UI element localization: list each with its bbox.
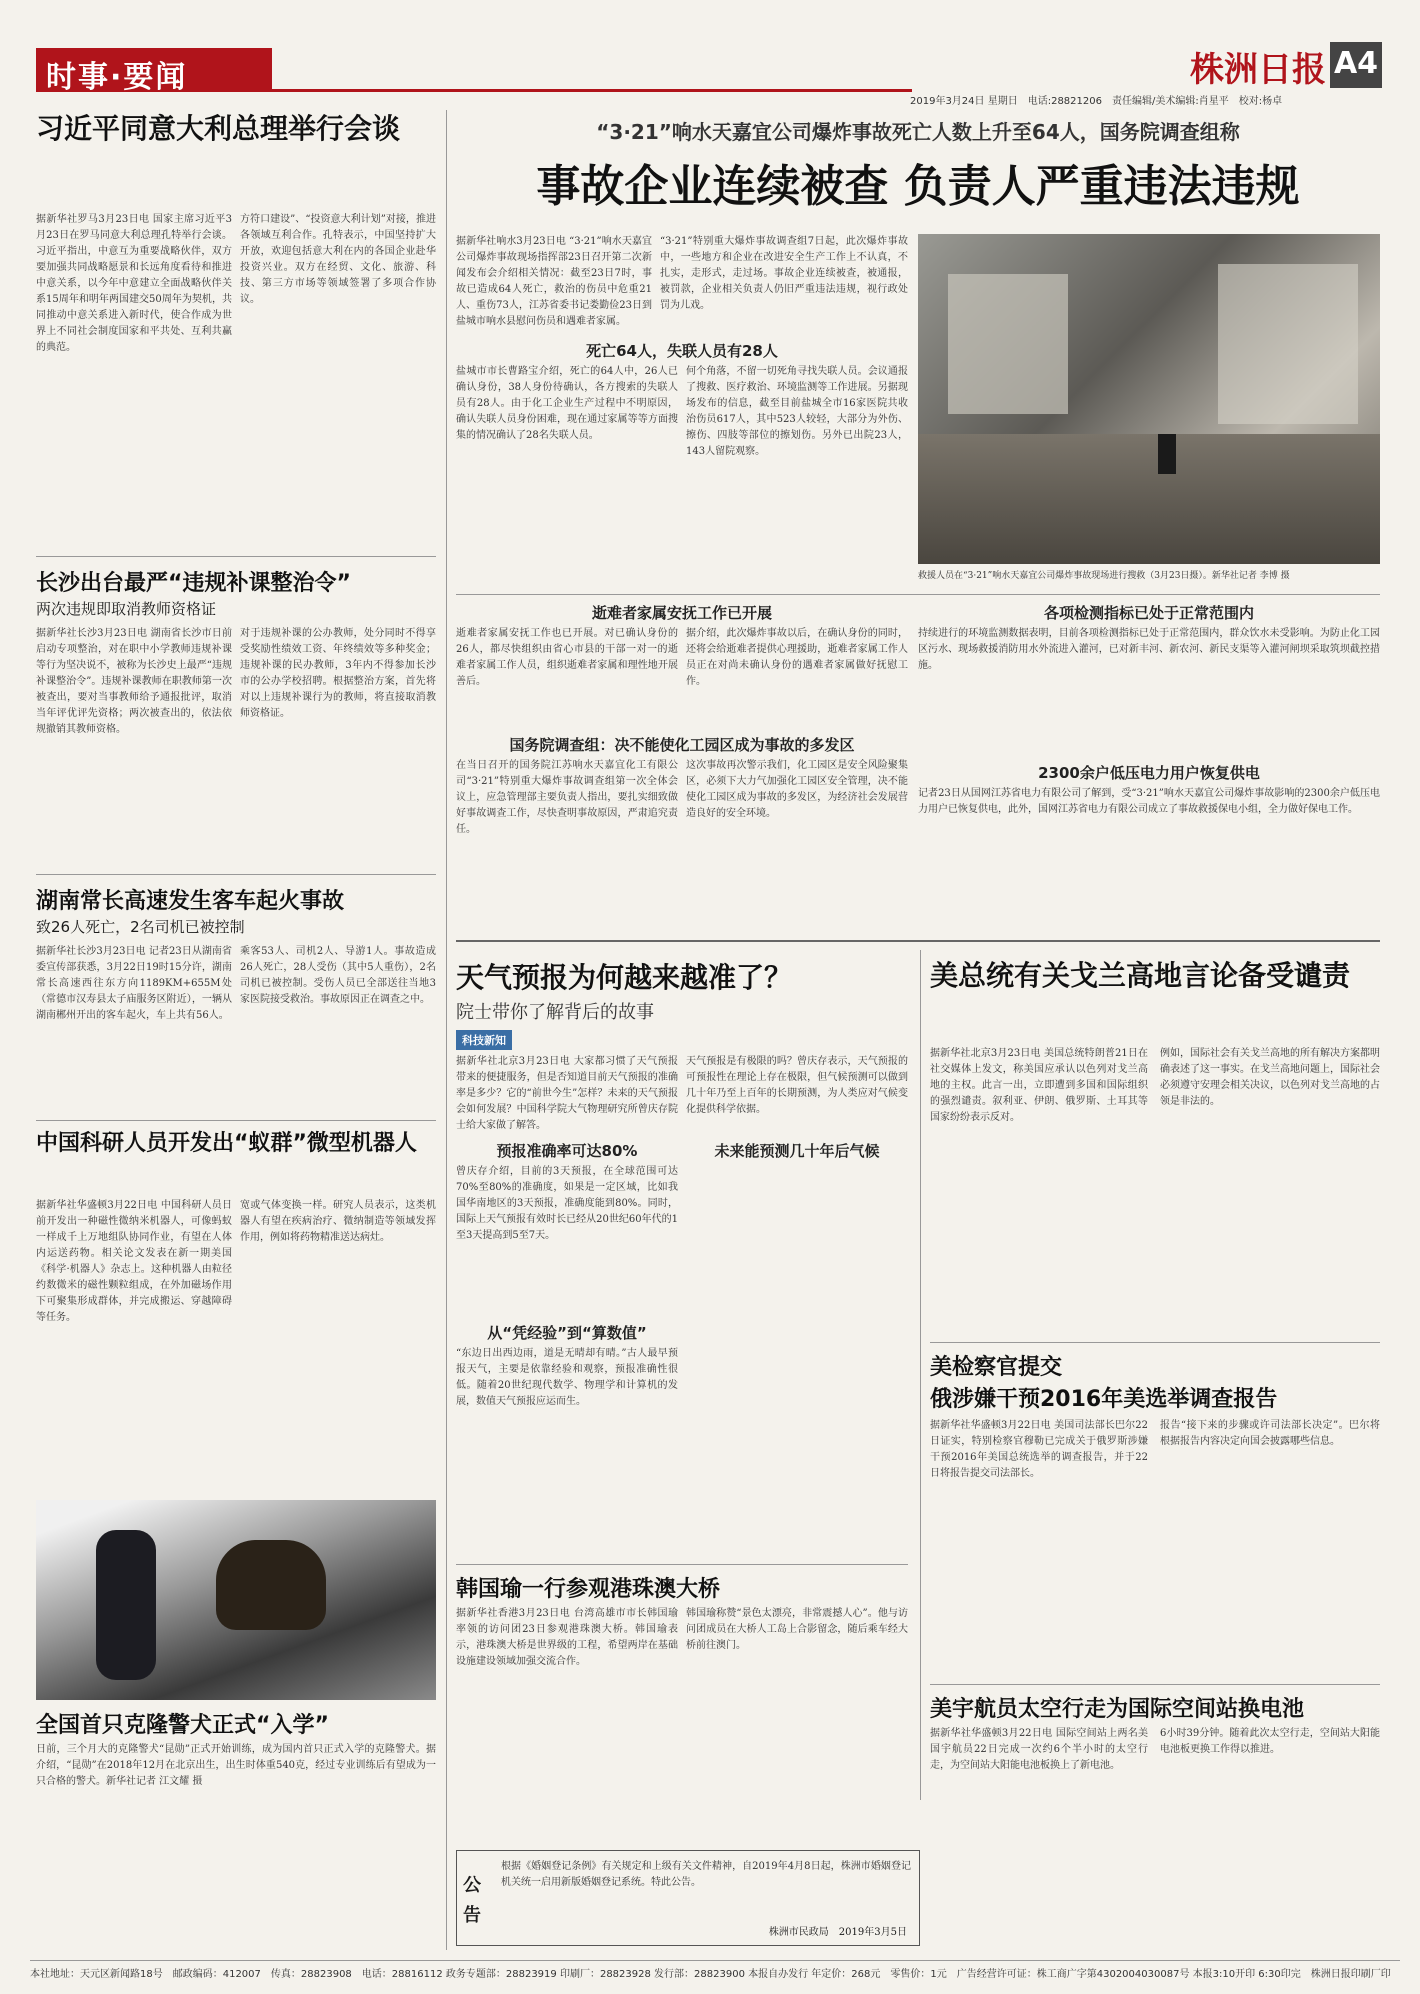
handler-leg [96, 1530, 156, 1680]
masthead: 株洲日报 [1190, 50, 1326, 90]
notice-signature: 株洲市民政局 2019年3月5日 [768, 1927, 907, 1938]
changsha-title: 长沙出台最严“违规补课整治令” [36, 571, 351, 596]
korea-title: 韩国瑜一行参观港珠澳大桥 [456, 1577, 721, 1602]
xi-title: 习近平同意大利总理举行会谈 [36, 112, 401, 145]
section-label: 时事·要闻 [36, 48, 272, 92]
probe-title: 美检察官提交 [930, 1355, 1063, 1380]
header-info: 2019年3月24日 星期日 电话:28821206 责任编辑/美术编辑:肖星平 校对:杨卓 [910, 96, 1283, 107]
lead-body-1: 据新华社响水3月23日电 “3·21”响水天嘉宜公司爆炸事故现场指挥部23日召开第二次新闻发布会介绍相关情况：截至23日7时，事故已造成64人死亡，救治的伤员中危重21人、重伤73人，江苏省委书记娄勤俭23日到盐城市响水县慰问伤员和遇难者家属。 [456, 236, 652, 327]
lead-body-8: 在当日召开的国务院江苏响水天嘉宜化工有限公司“3·21”特别重大爆炸事故调查组第一次全体会议上，应急管理部主要负责人指出，要扎实细致做好事故调查工作，尽快查明事故原因，严肃追究责任。 [456, 760, 678, 835]
rescuer-figure [1158, 434, 1176, 474]
robot-title: 中国科研人员开发出“蚁群”微型机器人 [36, 1131, 417, 1156]
weather-subtitle: 院士带你了解背后的故事 [456, 1002, 654, 1023]
section-rule [272, 89, 912, 92]
lead-sub-3: 各项检测指标已处于正常范围内 [1043, 604, 1254, 622]
weather-body-2: 曾庆存介绍，目前的3天预报，在全球范围可达70%至80%的准确度，如果是一定区域，比如我国华南地区的3天预报，准确度能到80%。同时，国际上天气预报有效时长已经从20世纪60年代的1至3天提高到5至7天。 [456, 1166, 678, 1241]
lead-body-7: 持续进行的环境监测数据表明，目前各项检测指标已处于正常范围内，群众饮水未受影响。为防止化工园区污水、现场救援消防用水外流进入灌河，已对新丰河、新农河、新民支渠等入灌河闸坝采取筑坝截控措施。 [918, 628, 1380, 671]
probe-body: 据新华社华盛顿3月22日电 美国司法部长巴尔22日证实，特别检察官穆勒已完成关于俄罗斯涉嫌干预2016年美国总统选举的调查报告，并于22日将报告提交司法部长。 [930, 1420, 1148, 1479]
notice-label: 公告 [463, 1875, 481, 1926]
photo-caption: 救援人员在“3·21”响水天嘉宜公司爆炸事故现场进行搜救（3月23日摄）。新华社记者 李博 摄 [918, 571, 1290, 581]
lead-sub-2: 逝难者家属安抚工作已开展 [591, 604, 772, 622]
lead-body-9: 这次事故再次警示我们，化工园区是安全风险聚集区，必须下大力气加强化工园区安全管理，决不能使化工园区成为事故的多发区，为经济社会发展营造良好的安全环境。 [686, 760, 908, 819]
hunan-body-2: 乘客53人、司机2人、导游1人。事故造成26人死亡，28人受伤（其中5人重伤），2名司机已被控制。受伤人员已全部送往当地3家医院接受救治。事故原因正在调查之中。 [240, 946, 436, 1005]
lead-body-10: 记者23日从国网江苏省电力有限公司了解到，受“3·21”响水天嘉宜公司爆炸事故影响的2300余户低压电力用户已恢复供电，此外，国网江苏省电力有限公司成立了事故救援保电小组，全力做好保电工作。 [918, 788, 1380, 815]
changsha-subtitle: 两次违规即取消教师资格证 [36, 600, 217, 618]
hunan-body: 据新华社长沙3月23日电 记者23日从湖南省委宣传部获悉，3月22日19时15分许，湖南常长高速西往东方向1189KM+655M处（常德市汉寿县太子庙服务区附近），一辆从湖南郴州开出的客车起火，车上共有56人。 [36, 946, 232, 1021]
weather-body-4: 天气预报是有极限的吗？曾庆存表示，天气预报的可预报性在理论上存在极限，但气候预测可以做到几十年乃至上百年的长期预测，为人类应对气候变化提供科学依据。 [686, 1056, 908, 1115]
lead-body-3: 盐城市市长曹路宝介绍，死亡的64人中，26人已确认身份，38人身份待确认，各方搜索的失联人员有28人。由于化工企业生产过程中不明原因，确认失联人员身份困难，现在通过家属等等方面搜集的情况确认了28名失联人员。 [456, 366, 678, 441]
lead-title: 事故企业连续被查 负责人严重违法违规 [536, 161, 1300, 212]
lead-body-2: “3·21”特别重大爆炸事故调查组7日起，此次爆炸事故中，一些地方和企业在改进安全生产工作上不认真，不扎实，走形式，走过场。事故企业连续被查，被通报，被罚款，企业相关负责人仍旧严重违法违规，视行政处罚为儿戏。 [660, 236, 908, 311]
weather-body-3: “东边日出西边雨，道是无晴却有晴。”古人最早预报天气，主要是依靠经验和观察，预报准确性很低。随着20世纪现代数学、物理学和计算机的发展，数值天气预报应运而生。 [456, 1348, 678, 1407]
space-title: 美宇航员太空行走为国际空间站换电池 [930, 1697, 1305, 1722]
weather-sub-2: 从“凭经验”到“算数值” [487, 1324, 647, 1342]
weather-sub-3: 未来能预测几十年后气候 [714, 1142, 880, 1160]
page-number: A4 [1330, 42, 1382, 88]
korea-body-2: 韩国瑜称赞“景色太漂亮，非常震撼人心”。他与访问团成员在大桥人工岛上合影留念，随后乘车经大桥前往澳门。 [686, 1608, 908, 1651]
footer: 本社地址：天元区新闻路18号 邮政编码：412007 传真：28823908 电话：28816112 政务专题部：28823919 印刷厂：28823928 发行部：28823900 本报自办发行 年定价：268元 零售价：1元 广告经营许可证：株工商广字第4302004030087号 本报3:10开印 6:30印完 株洲日报印刷厂印 [30, 1960, 1400, 1980]
dog-body: 日前，三个月大的克隆警犬“昆勋”正式开始训练，成为国内首只正式入学的克隆警犬。据介绍，“昆勋”在2018年12月在北京出生，出生时体重540克，经过专业训练后有望成为一只合格的警犬。新华社记者 江文耀 摄 [36, 1744, 436, 1787]
probe-body-2: 报告“接下来的步骤或许司法部长决定”。巴尔将根据报告内容决定向国会披露哪些信息。 [1160, 1420, 1380, 1447]
changsha-body: 据新华社长沙3月23日电 湖南省长沙市日前启动专项整治，对在职中小学教师违规补课等行为坚决说不，被称为长沙史上最严“违规补课整治令”。违规补课教师在职教师第一次被查出，要对当事教师给予通报批评，取消当年评优评先资格；两次被查出的，依法依规撤销其教师资格。 [36, 628, 232, 735]
space-body: 据新华社华盛顿3月22日电 国际空间站上两名美国宇航员22日完成一次约6个半小时的太空行走，为空间站大阳能电池板换上了新电池。 [930, 1728, 1148, 1771]
weather-title: 天气预报为何越来越准了？ [456, 961, 793, 994]
explosion-scene-photo [918, 234, 1380, 564]
dog-shape [216, 1540, 326, 1630]
police-dog-photo [36, 1500, 436, 1700]
us-body: 据新华社北京3月23日电 美国总统特朗普21日在社交媒体上发文，称美国应承认以色列对戈兰高地的主权。此言一出，立即遭到多国和国际组织的强烈谴责。叙利亚、伊朗、俄罗斯、土耳其等国家纷纷表示反对。 [930, 1048, 1148, 1123]
us-body-2: 例如，国际社会有关戈兰高地的所有解决方案都明确表述了这一事实。在戈兰高地问题上，国际社会必须遵守安理会相关决议，以色列对戈兰高地的占领是非法的。 [1160, 1048, 1380, 1107]
changsha-body-2: 对于违规补课的公办教师，处分同时不得享受奖励性绩效工资、年终绩效等多种奖金；违规补课的民办教师，3年内不得参加长沙市的公办学校招聘。根据整治方案，首先将对以上违规补课行为的教师，将直接取消教师资格证。 [240, 628, 436, 719]
weather-body: 据新华社北京3月23日电 大家都习惯了天气预报带来的便捷服务，但是否知道目前天气预报的准确率是多少？它的“前世今生”怎样？未来的天气预报会如何发展？中国科学院大气物理研究所曾庆存院士给大家做了解答。 [456, 1056, 678, 1131]
korea-body: 据新华社香港3月23日电 台湾高雄市市长韩国瑜率领的访问团23日参观港珠澳大桥。韩国瑜表示，港珠澳大桥是世界级的工程，希望两岸在基础设施建设领域加强交流合作。 [456, 1608, 678, 1667]
notice-box [456, 1850, 920, 1946]
notice-text: 根据《婚姻登记条例》有关规定和上级有关文件精神，自2019年4月8日起，株洲市婚姻登记机关统一启用新版婚姻登记系统。特此公告。 [501, 1861, 911, 1888]
us-title: 美总统有关戈兰高地言论备受谴责 [930, 959, 1351, 992]
robot-body: 据新华社华盛顿3月22日电 中国科研人员日前开发出一种磁性微纳米机器人，可像蚂蚁一样成千上万地组队协同作业，有望在人体内运送药物。相关论文发表在新一期美国《科学·机器人》杂志上。这种机器人由粒径约数微米的磁性颗粒组成，在外加磁场作用下可聚集形成群体，并完成搬运、穿越障碍等任务。 [36, 1200, 232, 1323]
lead-body-4: 何个角落，不留一切死角寻找失联人员。会议通报了搜救、医疗救治、环境监测等工作进展。另据现场发布的信息，截至目前盐城全市16家医院共收治伤员617人，其中523人较轻，大部分为外伤、擦伤、四肢等部位的擦划伤。另外已出院23人，143人留院观察。 [686, 366, 908, 457]
hunan-title: 湖南常长高速发生客车起火事故 [36, 889, 345, 914]
hunan-subtitle: 致26人死亡，2名司机已被控制 [36, 918, 245, 936]
lead-sub-5: 2300余户低压电力用户恢复供电 [1038, 764, 1260, 782]
lead-body-6: 据介绍，此次爆炸事故以后，在确认身份的同时，还将会给逝难者提供心理援助，逝难者家属工作人员正在对尚未确认身份的遇难者家属做好抚慰工作。 [686, 628, 908, 687]
lead-sub-1: 死亡64人，失联人员有28人 [586, 342, 778, 360]
lead-kicker: “3·21”响水天嘉宜公司爆炸事故死亡人数上升至64人，国务院调查组称 [596, 120, 1240, 144]
dog-title: 全国首只克隆警犬正式“入学” [36, 1713, 329, 1738]
lead-body-5: 逝难者家属安抚工作也已开展。对已确认身份的26人，都尽快组织由省心市县的干部一对一的逝难者家属工作人员，组织逝难者家属和理性地开展善后。 [456, 628, 678, 687]
xi-body: 据新华社罗马3月23日电 国家主席习近平3月23日在罗马同意大利总理孔特举行会谈。习近平指出，中意互为重要战略伙伴，双方要加强共同战略愿景和长远角度看待和推进中意关系，以今年中意建立全面战略伙伴关系15周年和明年两国建交50周年为契机，共同推动中意关系进入新时代，使合作成为世界上不同社会制度国家和平共处、互利共赢的典范。 [36, 214, 232, 353]
weather-tag: 科技新知 [456, 1030, 512, 1050]
probe-title-2: 俄涉嫌干预2016年美选举调查报告 [930, 1387, 1278, 1412]
robot-body-2: 宽或气体变换一样。研究人员表示，这类机器人有望在疾病治疗、微纳制造等领域发挥作用，例如将药物精准送达病灶。 [240, 1200, 436, 1243]
weather-sub-1: 预报准确率可达80% [496, 1142, 638, 1160]
lead-sub-4: 国务院调查组：决不能使化工园区成为事故的多发区 [509, 736, 855, 754]
space-body-2: 6小时39分钟。随着此次太空行走，空间站大阳能电池板更换工作得以推进。 [1160, 1728, 1380, 1755]
xi-body-2: 方符口建设”、“投资意大利计划”对接，推进各领域互利合作。孔特表示，中国坚持扩大开放，欢迎包括意大利在内的各国企业赴华投资兴业。双方在经贸、文化、旅游、科技、第三方市场等领域签署了多项合作协议。 [240, 214, 436, 305]
